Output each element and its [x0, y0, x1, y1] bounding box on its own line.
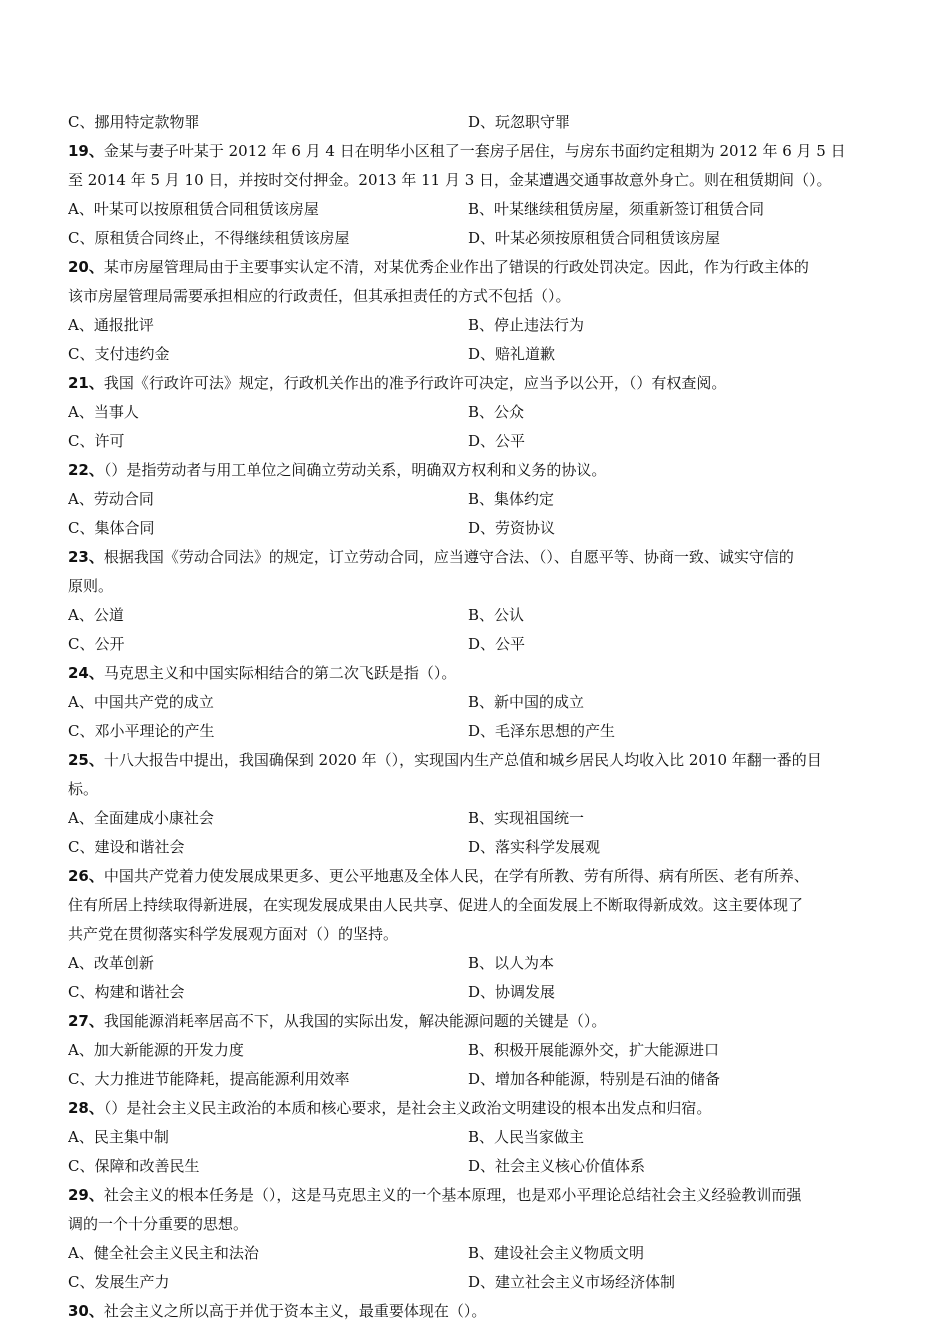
option-row: [68, 427, 884, 456]
answer-option: A、当事人: [68, 403, 139, 421]
question-text: 我国能源消耗率居高不下，从我国的实际出发，解决能源问题的关键是（）。: [103, 1012, 607, 1030]
answer-option: D、协调发展: [468, 983, 556, 1001]
question-text-line: [68, 891, 884, 920]
question-text-line: [68, 166, 884, 195]
question-number: 20、: [68, 258, 104, 276]
option-row: [68, 108, 884, 137]
question-block: [68, 108, 884, 137]
answer-option: C、许可: [68, 432, 125, 450]
question-text-line: [68, 1094, 884, 1123]
option-row: [68, 1152, 884, 1181]
option-row: [68, 978, 884, 1007]
question-text-line: [68, 282, 884, 311]
option-row: [68, 340, 884, 369]
answer-option: C、构建和谐社会: [68, 983, 185, 1001]
answer-option: D、落实科学发展观: [468, 838, 601, 856]
answer-option: A、公道: [68, 606, 124, 624]
question-text-line: [68, 1007, 884, 1036]
answer-option: D、劳资协议: [468, 519, 556, 537]
question-text-line: [68, 862, 884, 891]
question-text: 金某与妻子叶某于 2012 年 6 月 4 日在明华小区租了一套房子居住，与房东书面约定租期为 2012 年 6 月 5 日: [103, 142, 846, 160]
question-text: 我国《行政许可法》规定，行政机关作出的准予行政许可决定，应当予以公开，（）有权查阅。: [103, 374, 727, 392]
answer-option: C、保障和改善民生: [68, 1157, 200, 1175]
question-number: 30、: [68, 1302, 104, 1320]
option-row: [68, 1239, 884, 1268]
option-row: [68, 398, 884, 427]
question-number: 28、: [68, 1099, 104, 1117]
question-text: 共产党在贯彻落实科学发展观方面对（）的坚持。: [68, 925, 399, 943]
answer-option: C、大力推进节能降耗，提高能源利用效率: [68, 1070, 350, 1088]
question-text: 该市房屋管理局需要承担相应的行政责任，但其承担责任的方式不包括（）。: [68, 287, 571, 305]
answer-option: D、增加各种能源，特别是石油的储备: [468, 1070, 721, 1088]
question-text: 调的一个十分重要的思想。: [68, 1215, 249, 1233]
option-row: [68, 1123, 884, 1152]
question-text-line: [68, 1210, 884, 1239]
question-block: [68, 253, 884, 369]
answer-option: C、集体合同: [68, 519, 155, 537]
question-text-line: [68, 253, 884, 282]
answer-option: C、支付违约金: [68, 345, 170, 363]
question-number: 19、: [68, 142, 104, 160]
question-text-line: [68, 456, 884, 485]
question-text-line: [68, 659, 884, 688]
answer-option: D、公平: [468, 432, 526, 450]
answer-option: D、建立社会主义市场经济体制: [468, 1273, 676, 1291]
question-text: 社会主义之所以高于并优于资本主义，最重要体现在（）。: [103, 1302, 487, 1320]
answer-option: B、新中国的成立: [468, 693, 585, 711]
question-block: [68, 1297, 884, 1326]
answer-option: C、建设和谐社会: [68, 838, 185, 856]
question-text: 十八大报告中提出，我国确保到 2020 年（），实现国内生产总值和城乡居民人均收入比 2010 年翻一番的目: [103, 751, 822, 769]
answer-option: A、健全社会主义民主和法治: [68, 1244, 259, 1262]
option-row: [68, 630, 884, 659]
question-number: 21、: [68, 374, 104, 392]
option-row: [68, 485, 884, 514]
question-text: （）是社会主义民主政治的本质和核心要求，是社会主义政治文明建设的根本出发点和归宿。: [103, 1099, 712, 1117]
question-text-line: [68, 1297, 884, 1326]
answer-option: B、实现祖国统一: [468, 809, 585, 827]
question-block: [68, 1181, 884, 1297]
option-row: [68, 195, 884, 224]
question-text: 标。: [68, 780, 99, 798]
answer-option: C、发展生产力: [68, 1273, 170, 1291]
question-text: 某市房屋管理局由于主要事实认定不清，对某优秀企业作出了错误的行政处罚决定。因此，作为行政主体的: [103, 258, 809, 276]
question-number: 26、: [68, 867, 104, 885]
option-row: [68, 717, 884, 746]
question-text-line: [68, 543, 884, 572]
answer-option: A、全面建成小康社会: [68, 809, 214, 827]
question-text-line: [68, 775, 884, 804]
answer-option: D、毛泽东思想的产生: [468, 722, 616, 740]
answer-option: A、改革创新: [68, 954, 154, 972]
answer-option: B、积极开展能源外交，扩大能源进口: [468, 1041, 720, 1059]
answer-option: B、集体约定: [468, 490, 555, 508]
question-number: 22、: [68, 461, 104, 479]
question-text: 社会主义的根本任务是（），这是马克思主义的一个基本原理，也是邓小平理论总结社会主义经验教训而强: [103, 1186, 802, 1204]
option-row: [68, 224, 884, 253]
question-text: 中国共产党着力使发展成果更多、更公平地惠及全体人民，在学有所教、劳有所得、病有所医、老有所养、: [103, 867, 809, 885]
option-row: [68, 514, 884, 543]
answer-option: B、公众: [468, 403, 525, 421]
answer-option: B、公认: [468, 606, 525, 624]
option-row: [68, 949, 884, 978]
answer-option: A、叶某可以按原租赁合同租赁该房屋: [68, 200, 319, 218]
question-text-line: [68, 920, 884, 949]
answer-option: D、叶某必须按原租赁合同租赁该房屋: [468, 229, 721, 247]
question-text-line: [68, 137, 884, 166]
question-block: [68, 659, 884, 746]
question-text-line: [68, 746, 884, 775]
answer-option: A、通报批评: [68, 316, 154, 334]
answer-option: A、民主集中制: [68, 1128, 169, 1146]
answer-option: B、人民当家做主: [468, 1128, 585, 1146]
question-number: 27、: [68, 1012, 104, 1030]
answer-option: D、赔礼道歉: [468, 345, 556, 363]
answer-option: D、公平: [468, 635, 526, 653]
question-text: 至 2014 年 5 月 10 日，并按时交付押金。2013 年 11 月 3 日，金某遭遇交通事故意外身亡。则在租赁期间（）。: [68, 171, 832, 189]
answer-option: C、公开: [68, 635, 125, 653]
answer-option: B、以人为本: [468, 954, 555, 972]
question-text: 住有所居上持续取得新进展，在实现发展成果由人民共享、促进人的全面发展上不断取得新成效。这主要体现了: [68, 896, 804, 914]
answer-option: B、建设社会主义物质文明: [468, 1244, 645, 1262]
question-block: [68, 1094, 884, 1181]
question-text: 马克思主义和中国实际相结合的第二次飞跃是指（）。: [103, 664, 457, 682]
answer-option: B、停止违法行为: [468, 316, 585, 334]
question-text: 根据我国《劳动合同法》的规定，订立劳动合同，应当遵守合法、（）、自愿平等、协商一致、诚实守信的: [103, 548, 794, 566]
question-number: 23、: [68, 548, 104, 566]
question-block: [68, 746, 884, 862]
question-text-line: [68, 572, 884, 601]
question-text: （）是指劳动者与用工单位之间确立劳动关系，明确双方权利和义务的协议。: [103, 461, 607, 479]
question-block: [68, 456, 884, 543]
answer-option: B、叶某继续租赁房屋，须重新签订租赁合同: [468, 200, 765, 218]
option-row: [68, 1268, 884, 1297]
question-block: [68, 862, 884, 1007]
question-block: [68, 543, 884, 659]
question-block: [68, 369, 884, 456]
answer-option: D、社会主义核心价值体系: [468, 1157, 646, 1175]
question-number: 29、: [68, 1186, 104, 1204]
question-text: 原则。: [68, 577, 114, 595]
answer-option: C、原租赁合同终止，不得继续租赁该房屋: [68, 229, 350, 247]
question-text-line: [68, 1181, 884, 1210]
answer-option: C、邓小平理论的产生: [68, 722, 215, 740]
question-block: [68, 1007, 884, 1094]
answer-option: C、挪用特定款物罪: [68, 113, 200, 131]
answer-option: D、玩忽职守罪: [468, 113, 571, 131]
option-row: [68, 1036, 884, 1065]
question-number: 25、: [68, 751, 104, 769]
answer-option: A、劳动合同: [68, 490, 154, 508]
option-row: [68, 833, 884, 862]
option-row: [68, 688, 884, 717]
answer-option: A、加大新能源的开发力度: [68, 1041, 244, 1059]
question-number: 24、: [68, 664, 104, 682]
question-text-line: [68, 369, 884, 398]
answer-option: A、中国共产党的成立: [68, 693, 214, 711]
question-block: [68, 137, 884, 253]
option-row: [68, 311, 884, 340]
option-row: [68, 804, 884, 833]
option-row: [68, 601, 884, 630]
option-row: [68, 1065, 884, 1094]
